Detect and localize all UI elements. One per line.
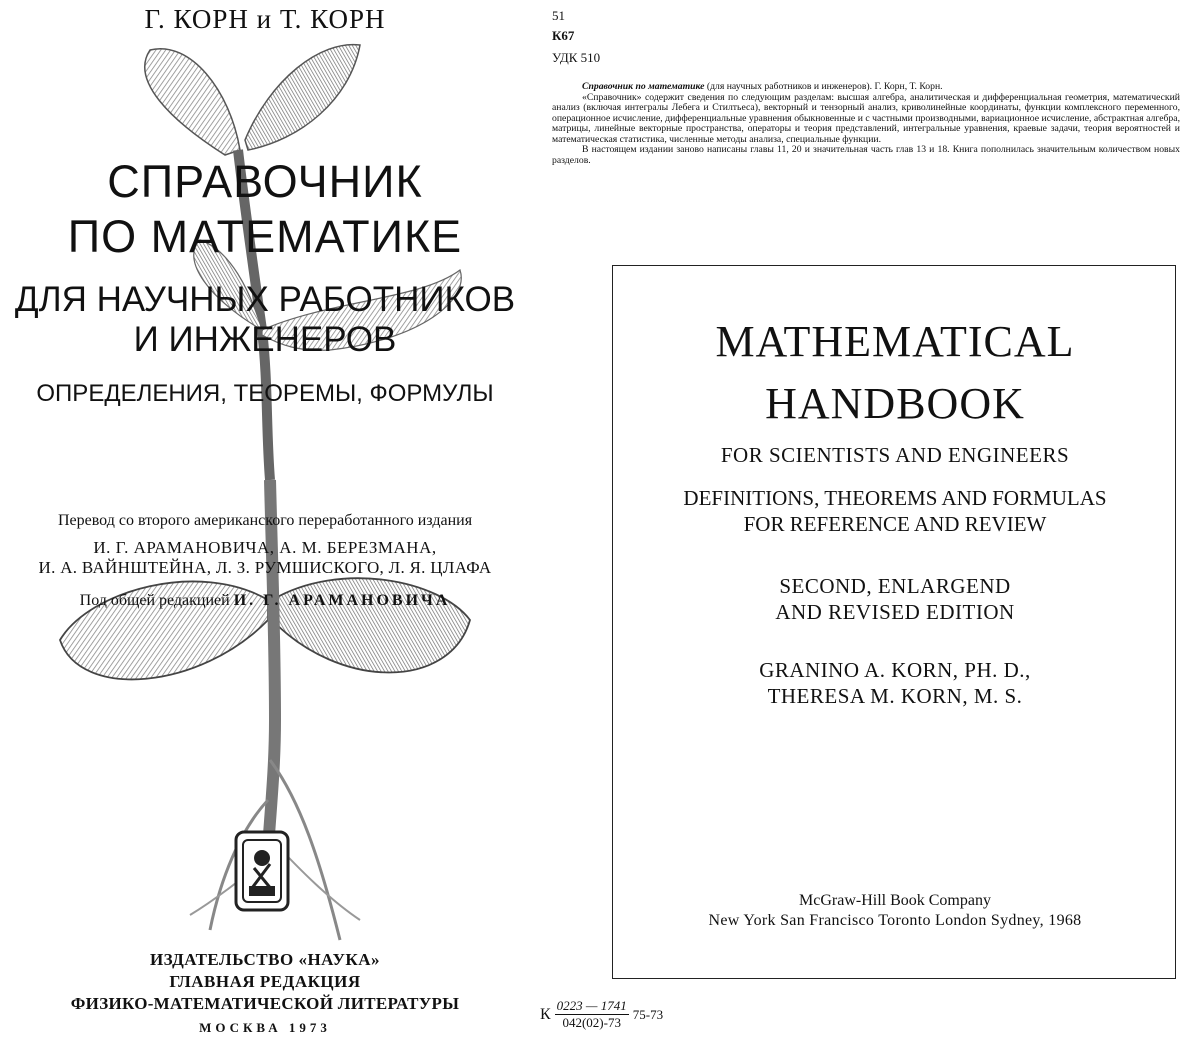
english-subtitle: FOR SCIENTISTS AND ENGINEERS xyxy=(720,443,1070,467)
english-edition-line-1: SECOND, ENLARGEND xyxy=(779,574,1011,598)
left-title-page xyxy=(0,0,560,1046)
authors: Г. КОРН и Т. КОРН xyxy=(144,4,386,34)
classification-author-mark: К67 xyxy=(552,28,575,43)
code-denominator: 042(02)-73 xyxy=(562,1015,621,1030)
editor-prefix: Под общей редакцией xyxy=(79,592,230,609)
english-author-2: THERESA M. KORN, M. S. xyxy=(767,684,1023,708)
english-defs-line-1: DEFINITIONS, THEOREMS AND FORMULAS xyxy=(683,486,1107,510)
publisher-line-3: ФИЗИКО-МАТЕМАТИЧЕСКОЙ ЛИТЕРАТУРЫ xyxy=(70,994,460,1013)
code-numerator: 0223 — 1741 xyxy=(556,998,627,1013)
translators-line-1: И. Г. АРАМАНОВИЧА, А. М. БЕРЕЗМАНА, xyxy=(93,538,437,557)
english-title-frame xyxy=(612,265,1176,979)
editor-name: И. Г. АРАМАНОВИЧА xyxy=(233,592,451,609)
publisher-line-1: ИЗДАТЕЛЬСТВО «НАУКА» xyxy=(149,950,381,969)
code-suffix: 75-73 xyxy=(632,1006,664,1022)
subtitle-line-1: ДЛЯ НАУЧНЫХ РАБОТНИКОВ xyxy=(14,280,516,319)
english-defs-line-2: FOR REFERENCE AND REVIEW xyxy=(743,512,1047,536)
english-title-line-1: MATHEMATICAL xyxy=(715,317,1075,366)
abstract-paragraph-2: В настоящем издании заново написаны главы 11, 20 и значительная часть глав 13 и 18. Книга пополнилась значительным количеством новых разделов. xyxy=(552,144,1180,166)
code-fraction xyxy=(555,998,629,1031)
editor-note xyxy=(0,592,530,610)
title-line-2: ПО МАТЕМАТИКЕ xyxy=(67,211,463,262)
publisher-line-2: ГЛАВНАЯ РЕДАКЦИЯ xyxy=(169,972,361,991)
english-publisher: McGraw-Hill Book Company xyxy=(799,892,991,909)
classification-bbk: 51 xyxy=(552,8,565,23)
abstract xyxy=(552,82,1180,166)
abstract-title-rest: (для научных работников и инженеров). Г. Корн, Т. Корн. xyxy=(706,81,943,92)
nauka-logo xyxy=(236,832,288,910)
english-cities-year: New York San Francisco Toronto London Sydney, 1968 xyxy=(708,912,1082,929)
english-author-1: GRANINO A. KORN, PH. D., xyxy=(759,658,1031,682)
code-prefix: К xyxy=(540,1005,551,1023)
english-edition-line-2: AND REVISED EDITION xyxy=(775,600,1015,624)
translation-note: Перевод со второго американского переработанного издания xyxy=(57,512,473,529)
abstract-paragraph-1: «Справочник» содержит сведения по следующим разделам: высшая алгебра, аналитическая и дифференциальная геометрия, математический анализ (включая интегралы Лебега и Стилтьеса), векторный и тензорный анализ, криволинейные координаты, функции комплексного переменного, операционное исчисление, дифференциальные уравнения обыкновенные и с частными производными, вариационное исчисление, абстрактная алгебра, матрицы, линейные векторные пространства, операторы и теория представлений, интегральные уравнения, краевые задачи, теория вероятностей и математическая статистика, численные методы анализа, специальные функции. xyxy=(552,91,1180,145)
classification-udk: УДК 510 xyxy=(552,50,601,65)
english-title-line-2: HANDBOOK xyxy=(765,379,1025,428)
abstract-lead: Справочник по математике xyxy=(582,81,705,92)
definitions-subtitle: ОПРЕДЕЛЕНИЯ, ТЕОРЕМЫ, ФОРМУЛЫ xyxy=(36,380,494,407)
catalog-code xyxy=(540,998,663,1031)
right-title-page xyxy=(540,0,1200,1046)
translators-line-2: И. А. ВАЙНШТЕЙНА, Л. З. РУМШИСКОГО, Л. Я. ЦЛАФА xyxy=(38,558,492,577)
city-year: МОСКВА 1973 xyxy=(199,1020,331,1035)
subtitle-line-2: И ИНЖЕНЕРОВ xyxy=(133,320,397,359)
title-line-1: СПРАВОЧНИК xyxy=(107,156,423,207)
